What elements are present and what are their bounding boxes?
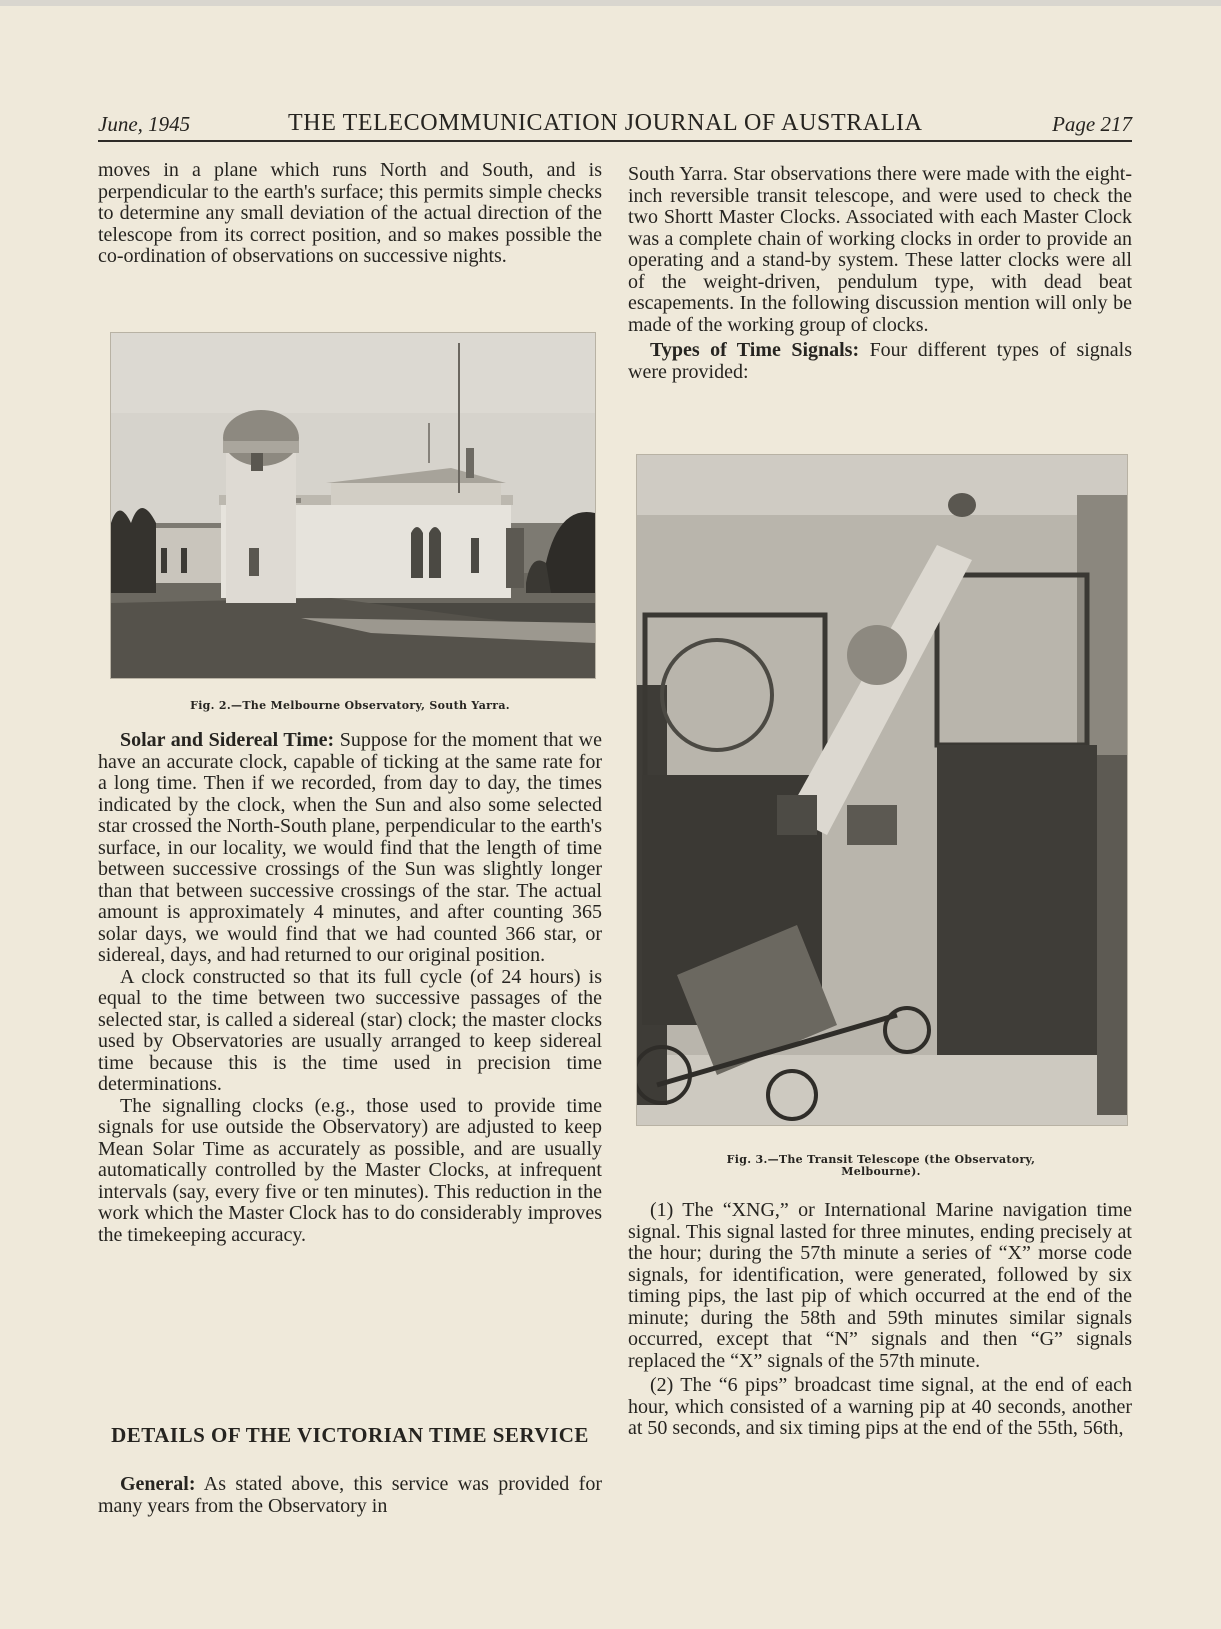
page-number: Page 217 (1052, 112, 1132, 136)
types-heading: Types of Time Signals: (650, 339, 860, 361)
running-header (98, 108, 1132, 142)
figure2-caption: Fig. 2.—The Melbourne Observatory, South Yarra. (190, 699, 510, 712)
figure3-caption-line1: Fig. 3.—The Transit Telescope (the Observatory, (726, 1153, 1036, 1166)
figure-transit-telescope-photo (636, 454, 1128, 1126)
solar-heading: Solar and Sidereal Time: (120, 729, 335, 751)
general-heading: General: (120, 1473, 196, 1495)
left-column-general (98, 1474, 602, 1517)
observatory-illustration (111, 333, 595, 678)
paragraph-xng-signal: (1) The “XNG,” or International Marine navigation time signal. This signal lasted for three minutes, ending precisely at the hour; during the 57th minute a series of “X” morse code signals, for identification, were generated, followed by six timing pips, the last pip of which occurred at the end of the minute; during the 58th and 59th minutes similar signals occurred, except that “N” signals and then “G” signals replaced the “X” signals of the 57th minute. (628, 1199, 1132, 1372)
scan-edge (0, 0, 1221, 6)
telescope-illustration (637, 455, 1127, 1125)
paragraph-six-pips-signal: (2) The “6 pips” broadcast time signal, at the end of each hour, which consisted of a warning pip at 40 seconds, another at 50 seconds, and six timing pips at the end of the 55th, 56th, (628, 1374, 1132, 1439)
paragraph: moves in a plane which runs North and South, and is perpendicular to the earth's surface; this permits simple checks to determine any small deviation of the actual direction of the telescope from its correct position, and so makes possible the co-ordination of observations on successive nights. (98, 159, 602, 267)
figure3-caption-line2: Melbourne). (841, 1165, 921, 1178)
right-column-body (628, 1200, 1132, 1440)
paragraph-south-yarra: South Yarra. Star observations there were made with the eight-inch reversible transit telescope, and were used to check the two Shortt Master Clocks. Associated with each Master Clock was a complete chain of working clocks in order to provide an operating and a stand-by system. These latter clocks were all of the weight-driven, pendulum type, with dead beat escapements. In the following discussion mention will only be made of the working group of clocks. (628, 163, 1132, 336)
paragraph-signalling-clocks: The signalling clocks (e.g., those used to provide time signals for use outside the Observatory) are adjusted to keep Mean Solar Time as accurately as possible, and are usually automatically controlled by the Master Clocks, at infrequent intervals (say, every five or ten minutes). This reduction in the work which the Master Clock has to do considerably improves the timekeeping accuracy. (98, 1094, 602, 1246)
issue-date: June, 1945 (98, 112, 191, 136)
journal-title: THE TELECOMMUNICATION JOURNAL OF AUSTRALIA (288, 110, 923, 136)
general-text: As stated above, this service was provided for many years from the Observatory in (98, 1473, 602, 1517)
paragraph-general (98, 1474, 602, 1517)
paragraph-types (628, 340, 1132, 383)
types-text: Four different types of signals were provided: (628, 339, 1133, 383)
header-rule (98, 140, 1132, 142)
left-column-continuation (98, 160, 602, 268)
left-column-body (98, 730, 602, 1246)
figure3-caption (636, 1154, 1126, 1178)
section-heading: DETAILS OF THE VICTORIAN TIME SERVICE (111, 1423, 589, 1447)
figure-observatory-photo (110, 332, 596, 679)
paragraph-sidereal-clock: A clock constructed so that its full cycle (of 24 hours) is equal to the time between two successive passages of the selected star, is called a sidereal (star) clock; the master clocks used by Observatories are usually arranged to keep sidereal time because this is the time used in precision time determinations. (98, 965, 602, 1095)
right-column-continuation (628, 164, 1132, 383)
solar-text: Suppose for the moment that we have an accurate clock, capable of ticking at the same rate for a long time. Then if we recorded, from day to day, the times indicated by the clock, when the Sun and also some selected star crossed the North-South plane, perpendicular to the earth's surface, in our locality, we would find that the length of time between successive crossings of the Sun was slightly longer than that between successive crossings of the star. The actual amount is approximately 4 minutes, and after counting 365 solar days, we would find that we had counted 366 star, or sidereal, days, and had returned to our original position. (98, 729, 602, 966)
paragraph-solar-sidereal (98, 730, 602, 967)
